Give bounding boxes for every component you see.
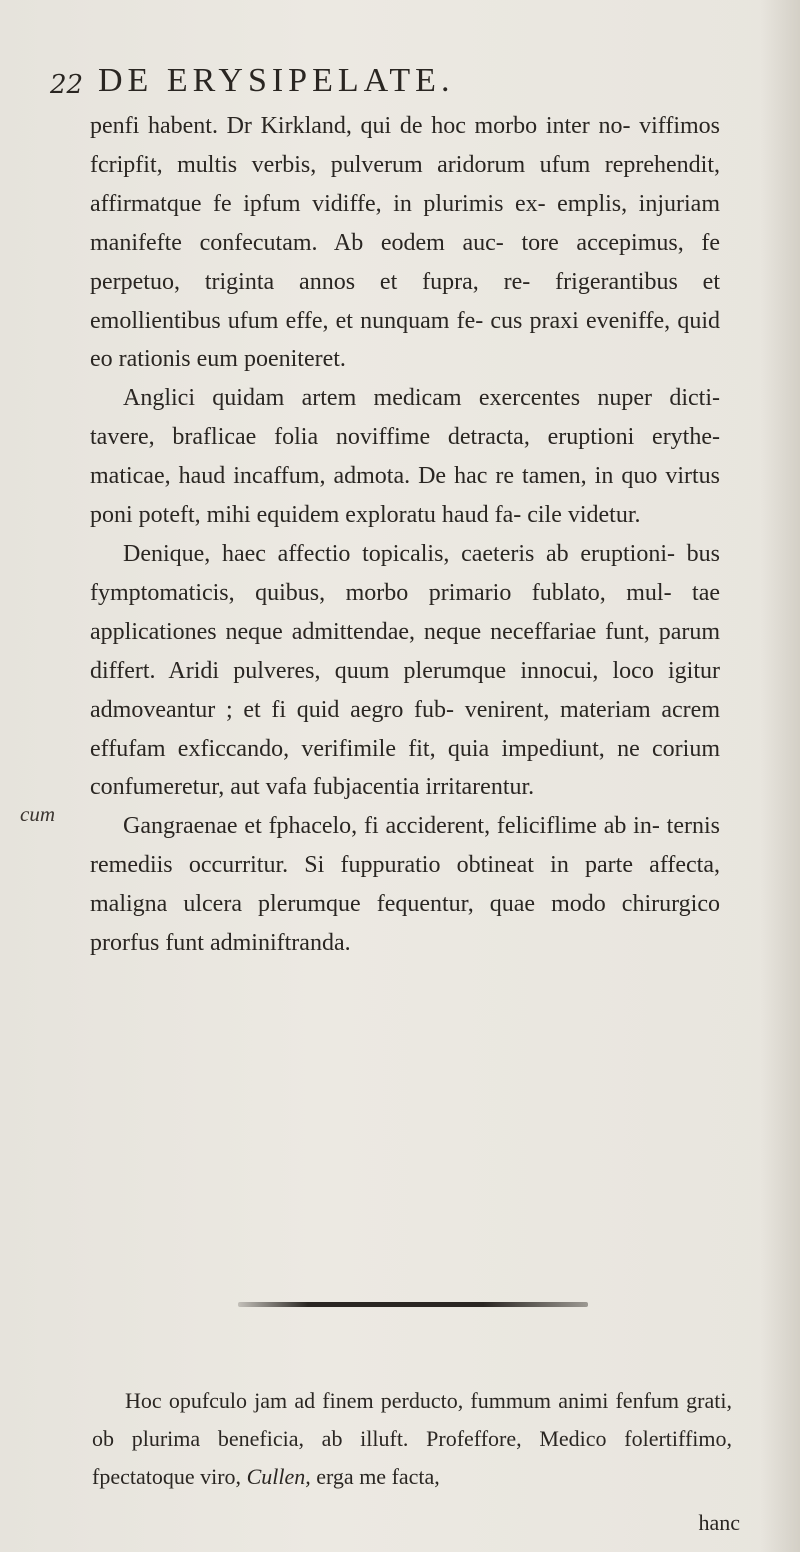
section-divider (238, 1302, 588, 1307)
dedication-text-end: erga me facta, (316, 1464, 440, 1489)
paragraph: Gangraenae et fphacelo, fi acciderent, feliciflime ab in- ternis remediis occurritur. Si fuppuratio obtineat in parte affecta, maligna ulcera plerumque fequentur, quae modo chirurgico prorfus funt adminiftranda. (90, 813, 720, 957)
dedication-name: Cullen, (246, 1464, 311, 1489)
body-text (90, 107, 720, 963)
dedication-paragraph (92, 1382, 732, 1496)
page-number: 22 (50, 70, 84, 100)
paragraph: penfi habent. Dr Kirkland, qui de hoc morbo inter no- viffimos fcripfit, multis verbis, pulverum aridorum ufum reprehendit, affirmatque fe ipfum vidiffe, in plurimis ex- emplis, injuriam manifefte confecutam. Ab eodem auc- tore accepimus, fe perpetuo, triginta annos et fupra, re- frigerantibus et emollientibus ufum effe, et nunquam fe- cus praxi eveniffe, quid eo rationis eum poeniteret. (90, 113, 720, 373)
paragraph: Anglici quidam artem medicam exercentes nuper dicti- tavere, braflicae folia noviffime detracta, eruptioni erythe- maticae, haud incaffum, admota. De hac re tamen, in quo virtus poni poteft, mihi equidem exploratu haud fa- cile videtur. (90, 385, 720, 529)
dedication-text: Hoc opufculo jam ad finem perducto, fummum animi fenfum grati, ob plurima beneficia, ab illuft. Profeffore, Medico folertiffimo, fpectatoque viro, (92, 1388, 732, 1489)
margin-annotation: cum (20, 802, 55, 826)
catchword: hanc (698, 1510, 740, 1535)
page-header (50, 62, 750, 102)
dedication (92, 1382, 732, 1496)
paragraph: Denique, haec affectio topicalis, caeteris ab eruptioni- bus fymptomaticis, quibus, morbo primario fublato, mul- tae applicationes neque admittendae, neque neceffariae funt, parum differt. Aridi pulveres, quum plerumque innocui, loco igitur admoveantur ; et fi quid aegro fub- venirent, materiam acrem effufam exficcando, verifimile fit, quia impediunt, ne corium confumeretur, aut vafa fubjacentia irritarentur. (90, 540, 720, 801)
page-edge-shadow (760, 0, 800, 1552)
running-title: DE ERYSIPELATE. (98, 62, 455, 99)
